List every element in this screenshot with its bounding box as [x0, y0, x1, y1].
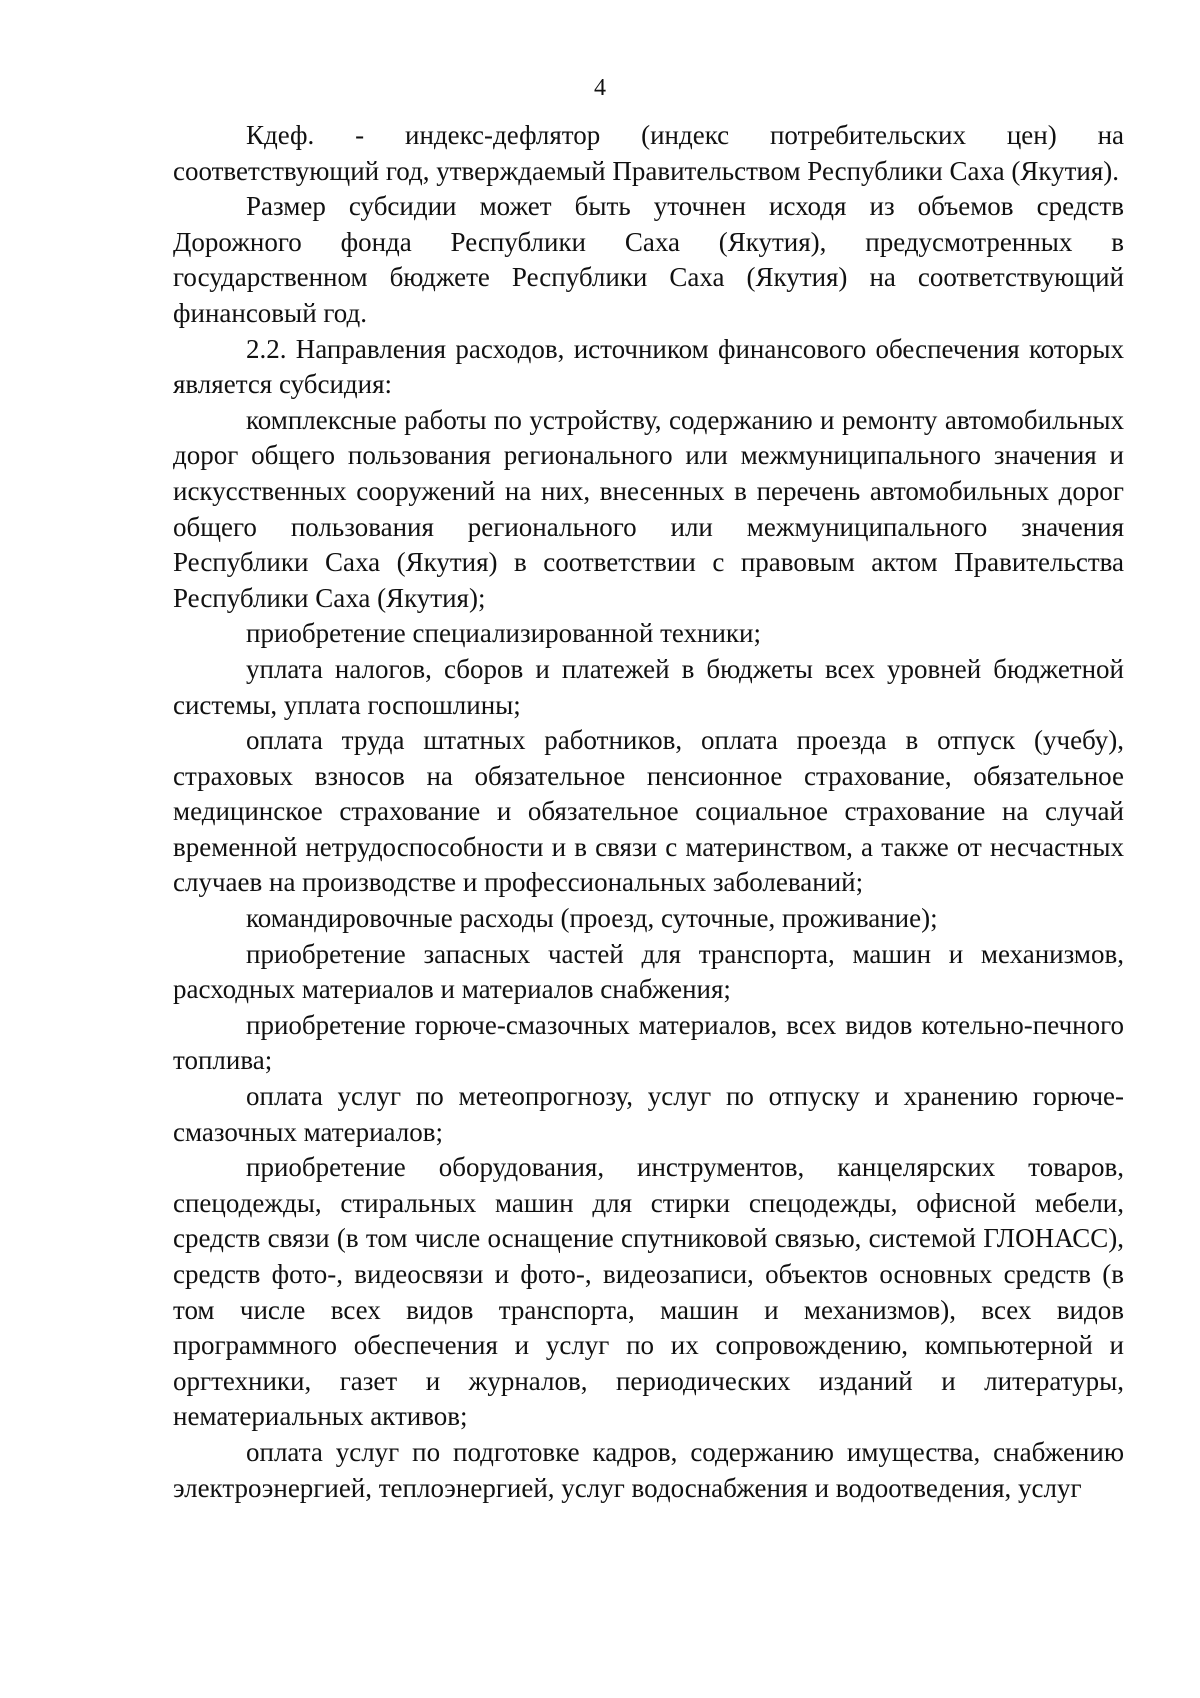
list-item-spare-parts: приобретение запасных частей для транспорта, машин и механизмов, расходных материалов и материалов снабжения;: [173, 938, 1124, 1005]
list-item-taxes: уплата налогов, сборов и платежей в бюджеты всех уровней бюджетной системы, уплата госпошлины;: [173, 653, 1124, 720]
list-item-road-works: комплексные работы по устройству, содержанию и ремонту автомобильных дорог общего пользования регионального или межмуниципального значения и искусственных сооружений на них, внесенных в перечень автомобильных дорог общего пользования регионального или межмуниципального значения Республики Саха (Якутия) в соответствии с правовым актом Правительства Республики Саха (Якутия);: [173, 404, 1124, 613]
list-item-labor-payment: оплата труда штатных работников, оплата проезда в отпуск (учебу), страховых взносов на обязательное пенсионное страхование, обязательное медицинское страхование и обязательное социальное страхование на случай временной нетрудоспособности и в связи с материнством, а также от несчастных случаев на производстве и профессиональных заболеваний;: [173, 725, 1124, 898]
list-item-equipment-purchase: приобретение оборудования, инструментов, канцелярских товаров, спецодежды, стиральных машин для стирки спецодежды, офисной мебели, средств связи (в том числе оснащение спутниковой связью, системой ГЛОНАСС), средств фото-, видеосвязи и фото-, видеозаписи, объектов основных средств (в том числе всех видов транспорта, машин и механизмов), всех видов программного обеспечения и услуг по их сопровождению, компьютерной и оргтехники, газет и журналов, периодических изданий и литературы, нематериальных активов;: [173, 1152, 1124, 1432]
list-item-special-equipment: приобретение специализированной техники;: [246, 618, 761, 649]
list-item-travel-expenses: командировочные расходы (проезд, суточные, проживание);: [246, 903, 938, 934]
list-item-weather-services: оплата услуг по метеопрогнозу, услуг по отпуску и хранению горюче-смазочных материалов;: [173, 1081, 1124, 1147]
document-body: [173, 118, 1124, 1506]
page-number: 4: [594, 75, 606, 101]
paragraph-subsidy-size: Размер субсидии может быть уточнен исходя из объемов средств Дорожного фонда Республики Саха (Якутия), предусмотренных в государственном бюджете Республики Саха (Якутия) на соответствующий финансовый год.: [173, 191, 1124, 328]
list-item-training-services: оплата услуг по подготовке кадров, содержанию имущества, снабжению электроэнергией, теплоэнергией, услуг водоснабжения и водоотведения, услуг: [173, 1436, 1124, 1503]
paragraph-deflator-index: Кдеф. - индекс-дефлятор (индекс потребительских цен) на соответствующий год, утверждаемый Правительством Республики Саха (Якутия).: [173, 120, 1124, 186]
paragraph-section-2-2: 2.2. Направления расходов, источником финансового обеспечения которых является субсидия:: [173, 333, 1124, 400]
list-item-fuel: приобретение горюче-смазочных материалов, всех видов котельно-печного топлива;: [173, 1009, 1124, 1076]
